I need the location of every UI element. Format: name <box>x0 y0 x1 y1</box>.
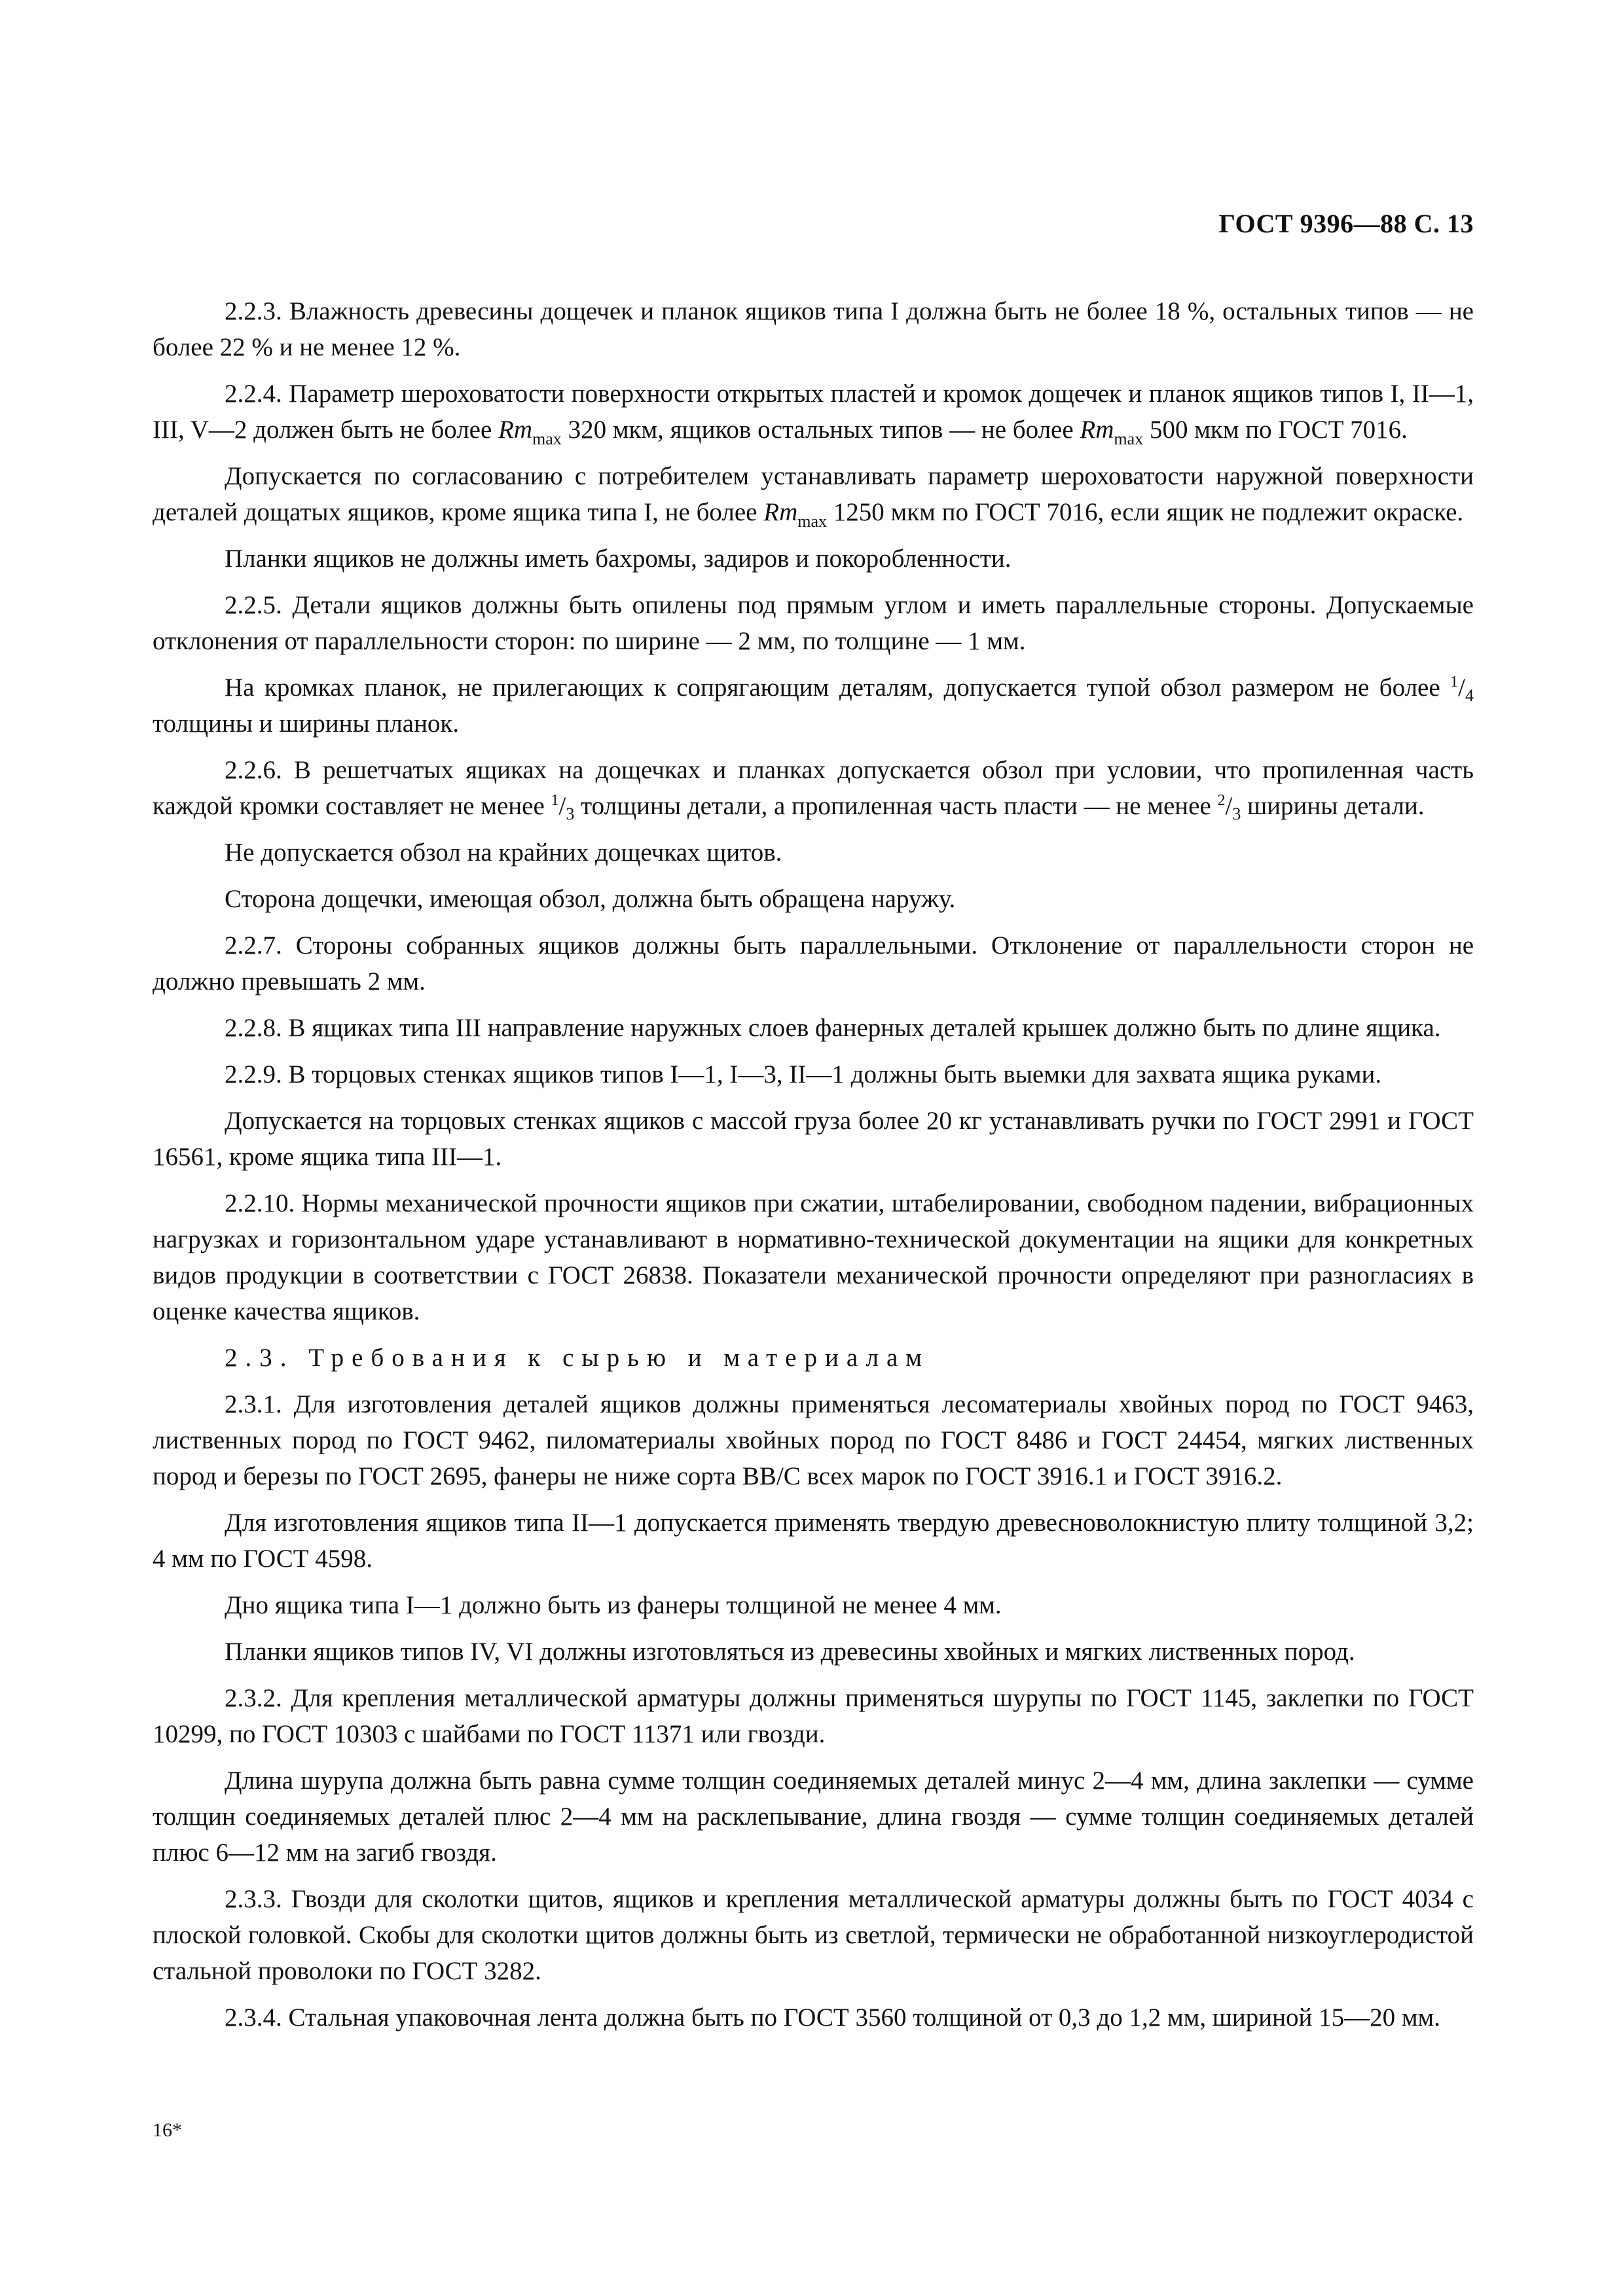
fraction: $^2/_3$ <box>1217 792 1241 823</box>
paragraph-wane-edges <box>153 670 1474 742</box>
paragraph-fibreboard: Для изготовления ящиков типа II—1 допускается применять твердую древесноволокнистую плиту толщиной 3,2; 4 мм по ГОСТ 4598. <box>153 1509 1474 1573</box>
paragraph-2-2-9: 2.2.9. В торцовых стенках ящиков типов I—1, I—3, II—1 должны быть выемки для захвата ящика руками. <box>225 1060 1382 1088</box>
paragraph-bottom-plywood: Дно ящика типа I—1 должно быть из фанеры толщиной не менее 4 мм. <box>225 1591 1002 1619</box>
text-run: 1250 мкм по ГОСТ 7016, если ящик не подлежит окраске. <box>827 498 1464 526</box>
paragraph-2-3-2: 2.3.2. Для крепления металлической арматуры должны применяться шурупы по ГОСТ 1145, заклепки по ГОСТ 10299, по ГОСТ 10303 с шайбами по ГОСТ 11371 или гвозди. <box>153 1684 1474 1748</box>
text-run: толщины детали, а пропиленная часть пласти — не менее <box>574 792 1218 820</box>
text-run: 2.2.6. В решетчатых ящиках на дощечках и планках допускается обзол при условии, что пропиленная часть каждой кромки составляет не менее <box>153 756 1474 820</box>
paragraph-2-2-4 <box>153 376 1474 448</box>
paragraph-2-2-8: 2.2.8. В ящиках типа III направление наружных слоев фанерных деталей крышек должно быть по длине ящика. <box>225 1014 1441 1042</box>
text-run: На кромках планок, не прилегающих к сопрягающим деталям, допускается тупой обзол размером не более <box>225 673 1451 702</box>
text-run: 2.2.4. Параметр шероховатости поверхности открытых пластей и кромок дощечек и планок ящиков типов I, II—1, III, V—2 должен быть не более <box>153 380 1474 444</box>
page-footer-mark: 16* <box>153 2119 182 2141</box>
paragraph-2-2-7: 2.2.7. Стороны собранных ящиков должны быть параллельными. Отклонение от параллельности сторон не должно превышать 2 мм. <box>153 931 1474 996</box>
paragraph-2-3-4: 2.3.4. Стальная упаковочная лента должна быть по ГОСТ 3560 толщиной от 0,3 до 1,2 мм, шириной 15—20 мм. <box>225 2003 1440 2032</box>
fraction-numerator: 1 <box>1450 673 1459 691</box>
section-heading-2-3: 2.3. Требования к сырью и материалам <box>225 1344 930 1372</box>
text-run: толщины и ширины планок. <box>153 709 460 738</box>
rm-symbol: Rm <box>763 498 798 526</box>
paragraph-fastener-length: Длина шурупа должна быть равна сумме толщин соединяемых деталей минус 2—4 мм, длина заклепки — сумме толщин соединяемых деталей плюс 2—4 мм на расклепывание, длина гвоздя — сумме толщин соединяемых деталей плюс 6—12 мм на загиб гвоздя. <box>153 1767 1474 1867</box>
rm-symbol: Rm <box>1080 416 1114 444</box>
document-body <box>153 293 1474 2046</box>
paragraph-no-wane-outer: Не допускается обзол на крайних дощечках щитов. <box>225 838 782 867</box>
text-run: Допускается по согласованию с потребителем устанавливать параметр шероховатости наружной поверхности деталей дощатых ящиков, кроме ящика типа I, не более <box>153 462 1474 526</box>
paragraph-2-2-6 <box>153 752 1474 824</box>
paragraph-2-2-3: 2.2.3. Влажность древесины дощечек и планок ящиков типа I должна быть не более 18 %, остальных типов — не более 22 % и не менее 12 %. <box>153 297 1474 361</box>
fraction-denominator: 4 <box>1465 686 1474 705</box>
paragraph-wane-outward: Сторона дощечки, имеющая обзол, должна быть обращена наружу. <box>225 885 956 913</box>
text-run: ширины детали. <box>1241 792 1425 820</box>
fraction-denominator: 3 <box>1232 804 1241 823</box>
fraction: $^1/_4$ <box>1450 673 1474 705</box>
paragraph-handles: Допускается на торцовых стенках ящиков с массой груза более 20 кг устанавливать ручки по ГОСТ 2991 и ГОСТ 16561, кроме ящика типа III—1. <box>153 1107 1474 1171</box>
paragraph-2-3-3: 2.3.3. Гвозди для сколотки щитов, ящиков и крепления металлической арматуры должны быть по ГОСТ 4034 с плоской головкой. Скобы для сколотки щитов должны быть из светлой, термически не обработанной низкоуглеродистой стальной проволоки по ГОСТ 3282. <box>153 1885 1474 1985</box>
paragraph-2-3-1: 2.3.1. Для изготовления деталей ящиков должны применяться лесоматериалы хвойных пород по ГОСТ 9463, лиственных пород по ГОСТ 9462, пиломатериалы хвойных пород по ГОСТ 8486 и ГОСТ 24454, мягких лиственных пород и березы по ГОСТ 2695, фанеры не ниже сорта BB/C всех марок по ГОСТ 3916.1 и ГОСТ 3916.2. <box>153 1390 1474 1490</box>
fraction-numerator: 2 <box>1217 792 1226 809</box>
page-header: ГОСТ 9396—88 С. 13 <box>1218 209 1474 238</box>
fraction-numerator: 1 <box>551 792 559 809</box>
fraction: $^1/_3$ <box>551 792 575 823</box>
rm-symbol: Rm <box>498 416 533 444</box>
fraction-denominator: 3 <box>566 804 575 823</box>
rm-subscript: max <box>797 512 828 531</box>
rm-subscript: max <box>1114 429 1144 448</box>
paragraph-slats-defects: Планки ящиков не должны иметь бахромы, задиров и покоробленности. <box>225 545 1012 573</box>
text-run: 500 мкм по ГОСТ 7016. <box>1143 416 1408 444</box>
paragraph-2-2-5: 2.2.5. Детали ящиков должны быть опилены под прямым углом и иметь параллельные стороны. Допускаемые отклонения от параллельности сторон: по ширине — 2 мм, по толщине — 1 мм. <box>153 591 1474 655</box>
paragraph-roughness-exception <box>153 458 1474 530</box>
paragraph-slats-wood: Планки ящиков типов IV, VI должны изготовляться из древесины хвойных и мягких лиственных пород. <box>225 1638 1355 1666</box>
rm-subscript: max <box>532 429 562 448</box>
text-run: 320 мкм, ящиков остальных типов — не более <box>561 416 1080 444</box>
paragraph-2-2-10: 2.2.10. Нормы механической прочности ящиков при сжатии, штабелировании, свободном падении, вибрационных нагрузках и горизонтальном ударе устанавливают в нормативно-технической документации на ящики для конкретных видов продукции в соответствии с ГОСТ 26838. Показатели механической прочности определяют при разногласиях в оценке качества ящиков. <box>153 1189 1474 1325</box>
